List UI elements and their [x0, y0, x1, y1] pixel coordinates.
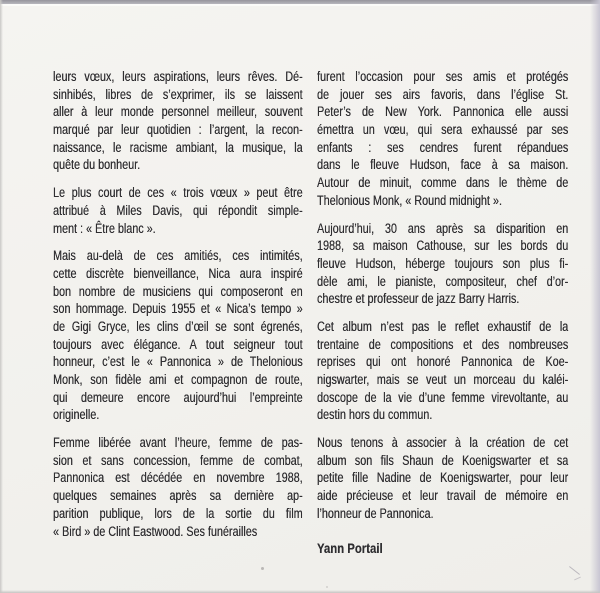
text-column-right [317, 68, 568, 557]
text-line: enfants : ses cendres furent répandues [317, 139, 569, 155]
text-line: qui demeure encore aujourd’hui l’empreinte [53, 389, 303, 405]
text-line: trentaine de compositions et des nombreuses [317, 336, 569, 352]
text-line: « Bird » de Clint Eastwood. Ses funérailles [53, 523, 258, 539]
text-line: émettra un vœu, qui sera exhaussé par ses [317, 122, 569, 138]
text-line: Thelonious Monk, « Round midnight ». [317, 192, 502, 208]
text-line: Le plus court de ces « trois vœux » peut être [53, 185, 303, 201]
paragraph [53, 247, 303, 424]
text-line: originelle. [53, 407, 100, 423]
text-line: Pannonica est décédée en novembre 1988, [53, 470, 303, 486]
text-line: Nous tenons à associer à la création de cet [317, 435, 569, 451]
text-line: l’honneur de Pannonica. [317, 505, 434, 521]
text-line: sion et sans concession, femme de combat, [53, 452, 303, 468]
text-line: dèle ami, le pianiste, compositeur, chef d’or- [317, 273, 569, 289]
text-line: 1988, sa maison Cathouse, sur les bords du [317, 238, 569, 254]
text-line: leurs vœux, leurs aspirations, leurs rêves. Dé- [53, 69, 303, 84]
text-line: fleuve Hudson, héberge toujours son plus fi- [317, 255, 569, 271]
text-line: Femme libérée avant l’heure, femme de pas- [53, 435, 303, 451]
text-line: sinhibés, libres de s’exprimer, ils se laissent [53, 86, 303, 102]
paragraph [317, 220, 568, 308]
text-line: honneur, c’est le « Pannonica » de Thelonious [53, 354, 303, 370]
text-line: cette discrète bienveillance, Nica aura inspiré [53, 265, 303, 281]
dust-speck [261, 567, 264, 570]
paragraph [317, 68, 568, 210]
text-line: aide précieuse et leur travail de mémoire en [317, 488, 569, 504]
text-line: ment : « Être blanc ». [53, 220, 156, 236]
scan-scratch [574, 577, 581, 581]
text-line: album son fils Shaun de Koenigswarter et sa [317, 452, 569, 468]
text-line: Aujourd’hui, 30 ans après sa disparition en [317, 220, 569, 236]
text-line: marqué par leur quotidien : l’argent, la recon- [53, 122, 303, 138]
text-line: Mais au-delà de ces amitiés, ces intimités, [53, 248, 303, 264]
text-line: furent l’occasion pour ses amis et protégés [317, 69, 569, 84]
page-edge-left [0, 0, 3, 593]
page-edge-top-highlight [0, 4, 600, 6]
author-signature: Yann Portail [317, 539, 383, 556]
scan-scratch [569, 566, 580, 575]
text-line: de Gigi Gryce, les clins d’œil se sont égrenés, [53, 318, 303, 334]
text-line: bon nombre de musiciens qui composeront en [53, 283, 303, 299]
dust-speck [326, 586, 328, 588]
text-line: parition publique, lors de la sortie du film [53, 505, 303, 521]
text-line: Monk, son fidèle ami et compagnon de route, [53, 372, 303, 387]
text-line: Cet album n’est pas le reflet exhaustif de la [317, 318, 569, 334]
text-line: naissance, le racisme ambiant, la musique, la [53, 139, 303, 155]
text-line: Autour de minuit, comme dans le thème de [317, 175, 569, 191]
text-column-left [53, 68, 303, 540]
text-column-right-paragraphs [317, 68, 568, 523]
paragraph [53, 68, 303, 174]
paragraph [53, 434, 303, 540]
paragraph [317, 434, 568, 522]
text-line: toujours avec élégance. A tout seigneur tout [53, 336, 303, 352]
page-edge-right-shadow [590, 0, 600, 593]
text-line: chestre et professeur de jazz Barry Harris. [317, 291, 520, 307]
paragraph [317, 318, 568, 424]
text-line: son hommage. Depuis 1955 et « Nica’s tempo » [53, 301, 303, 317]
text-line: nigswarter, mais se veut un morceau du kaléi- [317, 372, 569, 387]
paragraph [53, 184, 303, 237]
text-line: Peter’s de New York. Pannonica elle aussi [317, 104, 569, 120]
text-line: aller à leur monde personnel meilleur, souvent [53, 104, 303, 120]
text-line: destin hors du commun. [317, 407, 433, 423]
text-line: quête du bonheur. [53, 157, 141, 173]
text-line: de jouer ses airs favoris, dans l’église St. [317, 86, 569, 102]
text-line: attribué à Miles Davis, qui répondit simple- [53, 202, 303, 218]
text-line: dans le fleuve Hudson, face à sa maison. [317, 157, 569, 173]
text-line: doscope de la vie d’une femme virevoltante, au [317, 389, 569, 405]
text-line: quelques semaines après sa dernière ap- [53, 488, 303, 504]
text-line: reprises qui ont honoré Pannonica de Koe- [317, 354, 569, 370]
text-line: petite fille Nadine de Koenigswarter, pour leur [317, 470, 569, 486]
